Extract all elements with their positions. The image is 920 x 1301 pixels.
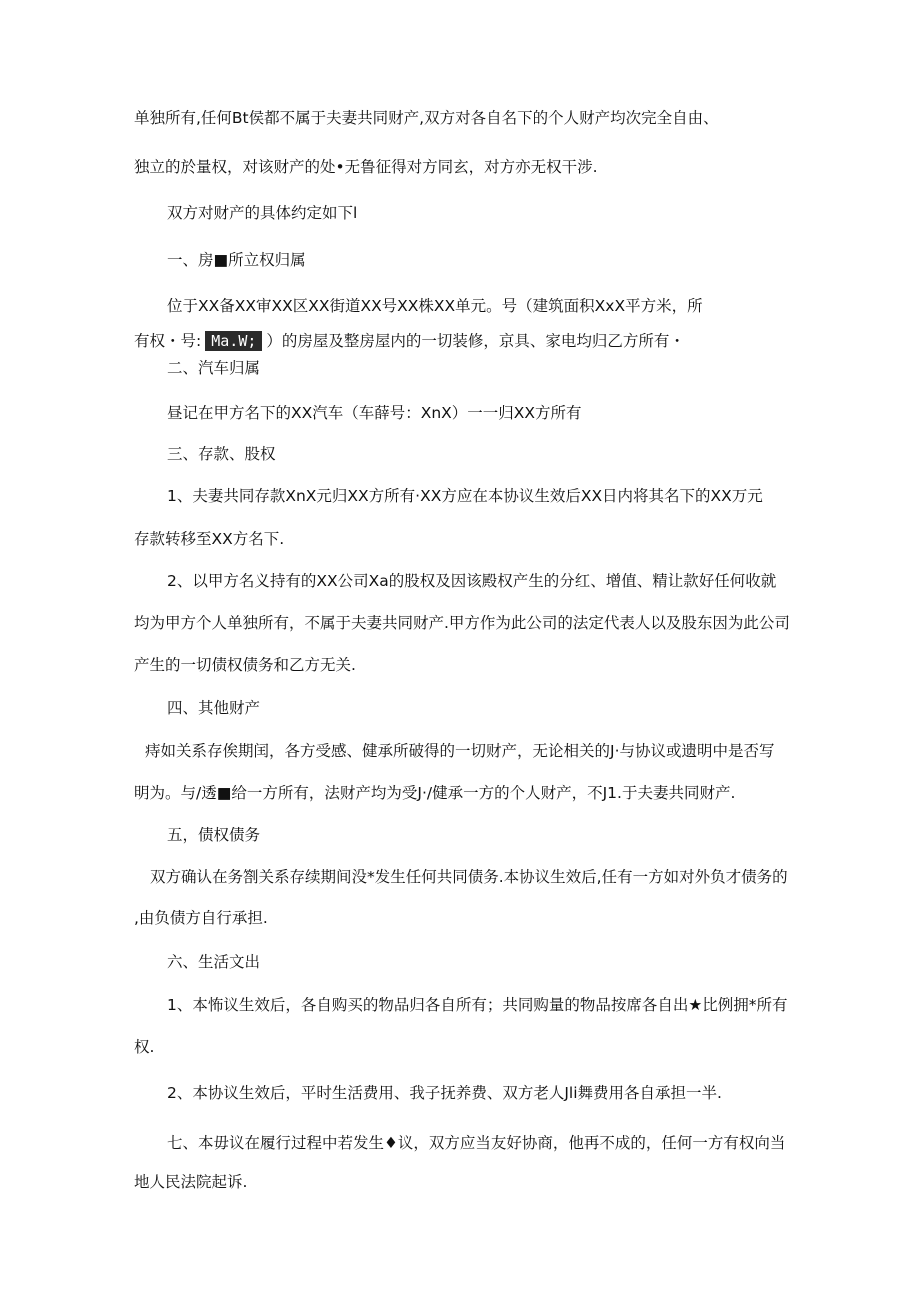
section-heading: 三、存款、股权 xyxy=(167,445,276,463)
section-heading: 四、其他财产 xyxy=(167,699,261,717)
paragraph-line: 单独所有,任何Bt侯都不属于夫妻共同财产,双方对各自名下的个人财产均次完全自由、 xyxy=(134,109,719,127)
section-heading: 六、生活文出 xyxy=(167,953,261,971)
section-heading: 五，债权债务 xyxy=(167,826,261,844)
paragraph-line: 明为。与/透■给一方所有，法财产均为受J·/健承一方的个人财产，不J1.于夫妻共同财产. xyxy=(134,784,736,802)
section-heading: 二、汽车归属 xyxy=(167,359,261,377)
paragraph-line: 2、本协议生效后，平时生活费用、我子抚养费、双方老人Jli舞费用各自承担一半. xyxy=(167,1084,722,1102)
paragraph-line: 权. xyxy=(134,1038,155,1056)
paragraph-line: 1、本怖议生效后，各自购买的物品归各自所有；共同购量的物品按席各自出★比例拥*所有 xyxy=(167,996,788,1014)
paragraph-line: 位于XX备XX审XX区XX街道XX号XX株XX单元。号（建筑面积XxX平方米，所 xyxy=(167,297,703,315)
paragraph-line: 昼记在甲方名下的XX汽车（车薛号：XnX）一一归XX方所有 xyxy=(167,404,582,422)
ownership-prefix: 有权・号: xyxy=(134,332,202,350)
paragraph-line: ,由负债方自行承担. xyxy=(134,909,268,927)
paragraph-line: 2、以甲方名义持有的XX公司Xa的股权及因该殿权产生的分红、增值、精让款好任何收就 xyxy=(167,572,777,590)
section-heading: 一、房■所立权归属 xyxy=(167,251,306,269)
ownership-suffix: ）的房屋及整房屋内的一切装修，京具、家电均归乙方所有・ xyxy=(266,332,685,350)
paragraph-line: 地人民法院起诉. xyxy=(134,1173,248,1191)
ownership-line xyxy=(134,331,685,351)
paragraph-line: 双方确认在务劄关系存续期间没*发生任何共同债务.本协议生效后,任有一方如对外负才债务的 xyxy=(150,868,788,886)
paragraph-line: 存款转移至XX方名下. xyxy=(134,530,285,548)
paragraph-line: 七、本毋议在履行过程中若发生♦议，双方应当友好协商，他再不成的，任何一方有权向当 xyxy=(167,1134,786,1152)
paragraph-line: 痔如关系存俟期闰，各方受感、健承所破得的一切财产，无论相关的J·与协议或遗明中是否写 xyxy=(145,742,775,760)
paragraph-line: 独立的於量权，对该财产的处•无鲁征得对方同玄，对方亦无权干涉. xyxy=(134,158,598,176)
paragraph-line: 双方对财产的具体约定如下l xyxy=(167,204,358,222)
paragraph-line: 产生的一切债权债务和乙方无关. xyxy=(134,656,356,674)
redacted-field: Ma.W; xyxy=(205,331,262,351)
paragraph-line: 1、夫妻共同存款XnX元归XX方所有·XX方应在本协议生效后XX日内将其名下的XX万元 xyxy=(167,487,763,505)
paragraph-line: 均为甲方个人单独所有，不属于夫妻共同财产.甲方作为此公司的法定代表人以及股东因为此公司 xyxy=(134,614,790,632)
